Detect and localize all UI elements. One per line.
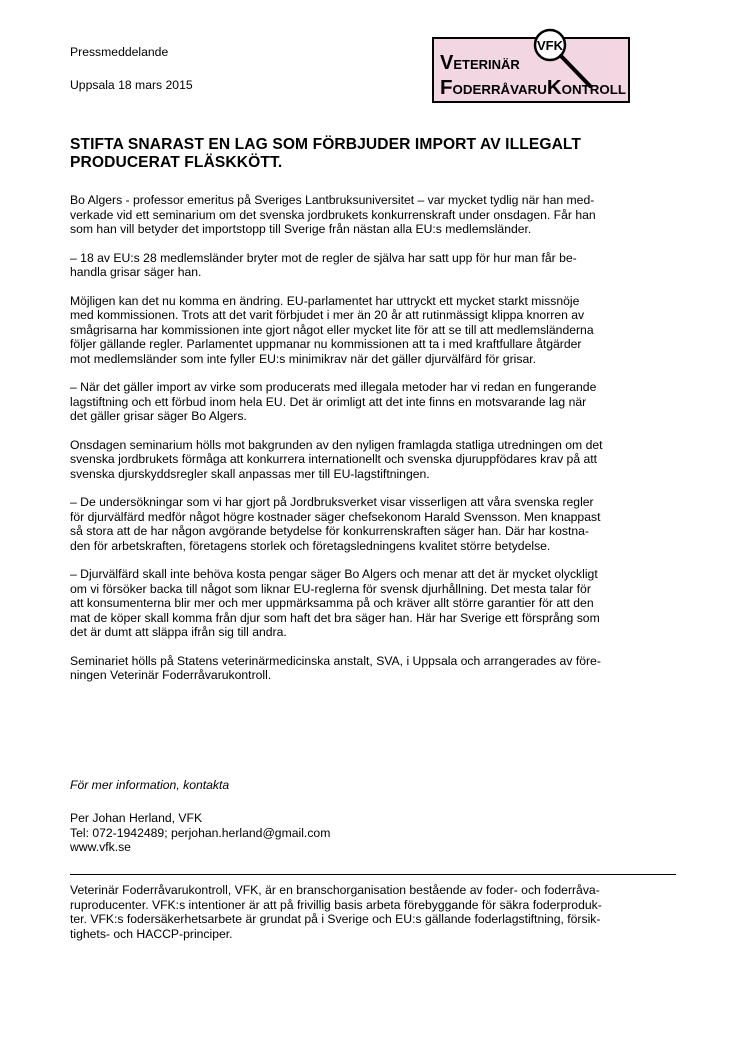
text-line: den för arbetskraften, företagens storlek och företagsledningens kvalitet större betydelse. [70,538,551,553]
text-line: svenska jordbrukets förmåga att konkurrera internationellt och svenska djuruppfödares krav på att [70,452,598,466]
headline [70,136,690,172]
logo-badge: VFK [537,38,563,53]
text-line: mot medlemsländer som inte fyller EU:s minimikrav när det gäller djurvälfärd för grisar. [70,351,536,366]
vfk-logo [432,28,632,104]
text-line: ruproducenter. VFK:s intentioner är att på frivillig basis arbeta förebyggande för säkra foderproduk- [70,897,602,912]
text-line: – När det gäller import av virke som producerats med illegala metoder har vi redan en fungerande [70,380,597,394]
text-line: som han vill betyder det importstopp till Sverige från nästan alla EU:s medlemsländer. [70,222,532,236]
text-line: att konsumenterna blir mer och mer uppmärksamma på och kräver allt större garantier för att den [70,596,594,610]
text-line: – 18 av EU:s 28 medlemsländer bryter mot de regler de själva har satt upp för hur man får be- [70,250,577,265]
paragraph [70,294,678,367]
text-line: Möjligen kan det nu komma en ändring. EU-parlamentet har uttryckt ett mycket starkt missnöje [70,293,580,308]
footer-divider [70,874,676,875]
place-date: Uppsala 18 mars 2015 [70,78,193,92]
headline-line: PRODUCERAT FLÄSKKÖTT. [70,154,283,171]
contact-block [70,811,678,855]
text-line: för djurvälfärd medför något högre kostnader säger chefsekonom Harald Svensson. Men knappast [70,509,601,524]
headline-line: STIFTA SNARAST EN LAG SOM FÖRBJUDER IMPORT AV ILLEGALT [70,136,582,153]
text-line: verkade vid ett seminarium om det svenska jordbrukets konkurrenskraft under onsdagen. Får han [70,207,596,222]
logo-line-1: VETERINÄR [440,52,520,74]
press-release-label: Pressmeddelande [70,45,169,59]
paragraph [70,251,678,280]
paragraph [70,654,678,683]
text-line: tighets- och HACCP-principer. [70,926,233,941]
text-line: Veterinär Foderråvarukontroll, VFK, är en branschorganisation bestående av foder- och foderråva- [70,883,600,897]
text-line: – De undersökningar som vi har gjort på Jordbruksverket visar visserligen att våra svenska regler [70,495,594,509]
paragraph [70,495,678,553]
text-line: smågrisarna har kommissionen inte gjort något eller mycket lite för att se till att medlemsländerna [70,322,594,337]
text-line: – Djurvälfärd skall inte behöva kosta pengar säger Bo Algers och menar att det är mycket olyckligt [70,567,598,581]
text-line: lagstiftning och ett förbud inom hela EU. Det är orimligt att det inte finns en motsvarande lag när [70,394,587,409]
text-line: ter. VFK:s fodersäkerhetsarbete är grundat på i Sverige och EU:s gällande foderlagstiftning, försik- [70,912,601,926]
text-line: Seminariet hölls på Statens veterinärmedicinska anstalt, SVA, i Uppsala och arrangerades av före- [70,653,601,668]
contact-heading: För mer information, kontakta [70,778,230,792]
text-line: om vi försöker backa till något som liknar EU-reglerna för svensk djurhållning. Det mesta talar för [70,581,591,596]
contact-website-link[interactable]: www.vfk.se [70,840,131,854]
body-text [70,193,678,697]
text-line: handla grisar säger han. [70,265,202,279]
paragraph [70,193,678,237]
text-line: det är dumt att släppa ifrån sig till andra. [70,625,287,639]
text-line: svenska djurskyddsregler skall anpassas mer till EU-lagstiftningen. [70,466,430,481]
footer-text [70,883,678,941]
text-line: följer gällande regler. Parlamentet uppmanar nu kommissionen att ta i med kraftfullare åtgärder [70,337,582,351]
paragraph [70,438,678,482]
text-line: Onsdagen seminarium hölls mot bakgrunden av den nyligen framlagda statliga utredningen om det [70,437,603,452]
text-line: med kommissionen. Trots att det varit förbjudet i mer än 20 år att rutinmässigt klippa knorren av [70,308,585,322]
text-line: Bo Algers - professor emeritus på Sveriges Lantbruksuniversitet – var mycket tydlig när han med- [70,193,595,207]
text-line: det gäller grisar säger Bo Algers. [70,409,247,423]
text-line: mat de köper skall komma från djur som haft det bra säger han. Här har Sverige ett försprång som [70,610,600,625]
contact-name: Per Johan Herland, VFK [70,811,203,825]
contact-phone-email[interactable]: Tel: 072-1942489; perjohan.herland@gmail.com [70,825,331,840]
paragraph [70,567,678,640]
text-line: ningen Veterinär Foderråvarukontroll. [70,668,272,682]
paragraph [70,380,678,424]
text-line: så stora att de har någon avgörande betydelse för konkurrenskraften säger han. Där har kostna- [70,524,589,538]
logo-line-2: FODERRÅVARU KONTROLL [440,77,625,99]
